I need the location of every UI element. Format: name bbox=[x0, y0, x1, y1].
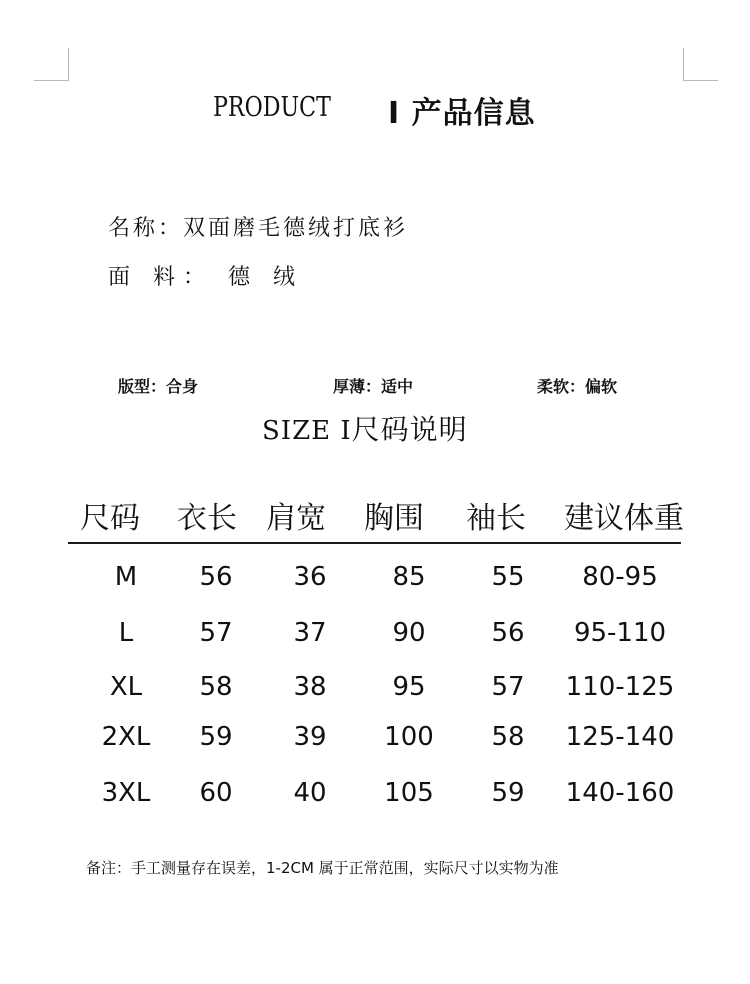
title-english: PRODUCT bbox=[213, 92, 331, 123]
table-cell-chest: 105 bbox=[384, 778, 434, 808]
table-cell-size: 3XL bbox=[101, 778, 151, 808]
table-cell-chest: 100 bbox=[384, 722, 434, 752]
table-cell-size: 2XL bbox=[101, 722, 151, 752]
table-cell-length: 60 bbox=[199, 778, 233, 808]
table-cell-shoulder: 38 bbox=[293, 672, 327, 702]
table-cell-size: XL bbox=[109, 672, 143, 702]
attribute-fit: 版型：合身 bbox=[118, 377, 199, 396]
table-cell-size: M bbox=[114, 562, 138, 592]
table-cell-size: L bbox=[118, 618, 134, 648]
product-name: 名称：双面磨毛德绒打底衫 bbox=[108, 216, 409, 241]
table-cell-weight: 95-110 bbox=[573, 618, 667, 648]
table-cell-sleeve: 57 bbox=[491, 672, 525, 702]
table-cell-sleeve: 56 bbox=[491, 618, 525, 648]
footnote: 备注：手工测量存在误差，1-2CM 属于正常范围，实际尺寸以实物为准 bbox=[86, 859, 559, 877]
table-cell-weight: 80-95 bbox=[582, 562, 658, 592]
attribute-thickness: 厚薄：适中 bbox=[333, 377, 414, 396]
size-heading-chinese: 尺码说明 bbox=[351, 413, 468, 446]
column-header-shoulder: 肩宽 bbox=[266, 501, 326, 536]
table-cell-shoulder: 37 bbox=[293, 618, 327, 648]
table-cell-shoulder: 40 bbox=[293, 778, 327, 808]
table-cell-sleeve: 58 bbox=[491, 722, 525, 752]
table-cell-shoulder: 36 bbox=[293, 562, 327, 592]
table-header-divider bbox=[68, 542, 681, 544]
table-cell-sleeve: 59 bbox=[491, 778, 525, 808]
column-header-chest: 胸围 bbox=[364, 501, 424, 536]
column-header-sleeve: 袖长 bbox=[466, 501, 526, 536]
column-header-size: 尺码 bbox=[80, 501, 140, 536]
size-heading-english: SIZE I bbox=[262, 416, 352, 446]
page-corner-mark-top-left bbox=[34, 48, 69, 81]
table-cell-chest: 95 bbox=[392, 672, 426, 702]
attribute-softness: 柔软：偏软 bbox=[537, 377, 618, 396]
table-cell-shoulder: 39 bbox=[293, 722, 327, 752]
table-cell-sleeve: 55 bbox=[491, 562, 525, 592]
table-cell-chest: 90 bbox=[392, 618, 426, 648]
column-header-length: 衣长 bbox=[177, 501, 237, 536]
column-header-weight: 建议体重 bbox=[564, 501, 684, 536]
size-heading bbox=[262, 408, 468, 448]
table-cell-length: 57 bbox=[199, 618, 233, 648]
table-cell-weight: 125-140 bbox=[565, 722, 675, 752]
product-fabric: 面 料： 德 绒 bbox=[108, 265, 303, 290]
table-cell-chest: 85 bbox=[392, 562, 426, 592]
table-cell-length: 58 bbox=[199, 672, 233, 702]
page-corner-mark-top-right bbox=[683, 48, 718, 81]
table-cell-weight: 140-160 bbox=[565, 778, 675, 808]
table-cell-length: 56 bbox=[199, 562, 233, 592]
title-chinese: I 产品信息 bbox=[388, 96, 536, 131]
table-cell-weight: 110-125 bbox=[565, 672, 675, 702]
table-cell-length: 59 bbox=[199, 722, 233, 752]
